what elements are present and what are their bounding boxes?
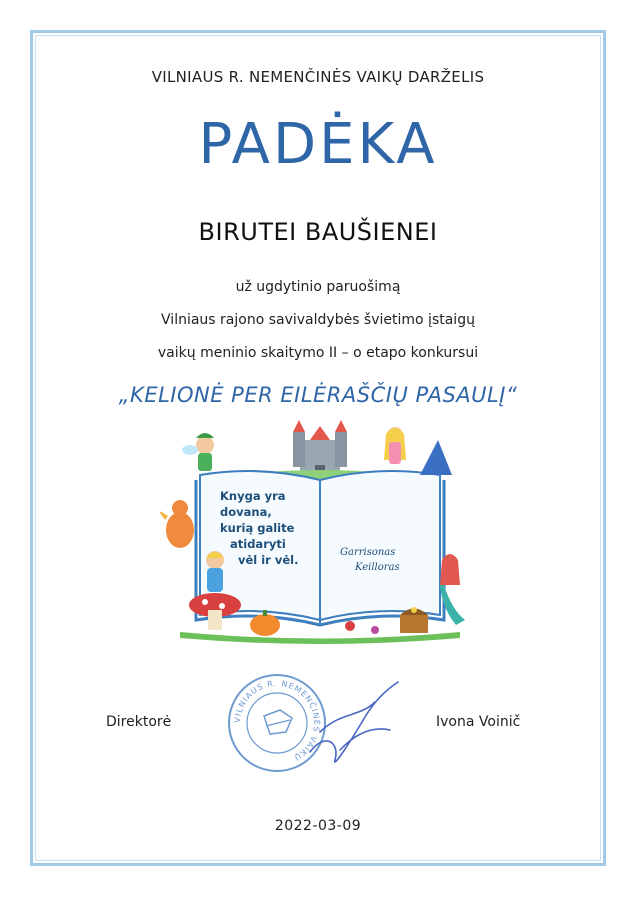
reason-line-1: už ugdytinio paruošimą [235, 279, 401, 295]
quote-line-5: vėl ir vėl. [238, 553, 299, 567]
pumpkin-icon [250, 610, 280, 636]
quote-line-2: dovana, [220, 505, 272, 519]
fairy-icon [182, 433, 214, 471]
wizard-hat-icon [420, 440, 452, 475]
institution-name: VILNIAUS R. NEMENČINĖS VAIKŲ DARŽELIS [151, 68, 485, 86]
certificate-title: PADĖKA [198, 112, 438, 177]
quote-line-3: kurią galite [220, 521, 295, 535]
contest-title: „KELIONĖ PER EILĖRAŠČIŲ PASAULĮ“ [118, 383, 518, 407]
coat-of-arms-icon [264, 710, 292, 734]
quote-line-1: Knyga yra [220, 489, 286, 503]
quote-line-4: atidaryti [230, 537, 286, 551]
signature [300, 672, 410, 772]
reason-line-3: vaikų meninio skaitymo II – o etapo konkursui [157, 345, 479, 361]
dragon-icon [160, 500, 194, 548]
recipient-name: BIRUTEI BAUŠIENEI [198, 218, 438, 246]
author-line-1: Garrisonas [340, 547, 396, 558]
princess-icon [384, 427, 406, 464]
stamp-text: VILNIAUS R. NEMENČINĖS VAIKŲ [232, 678, 322, 763]
signer-name: Ivona Voinič [436, 714, 521, 730]
author-line-2: Keilloras [355, 562, 400, 573]
book-illustration [160, 420, 480, 650]
reason-line-2: Vilniaus rajono savivaldybės švietimo įstaigų [161, 312, 475, 328]
issue-date: 2022-03-09 [274, 818, 362, 834]
signer-role: Direktorė [106, 714, 172, 730]
